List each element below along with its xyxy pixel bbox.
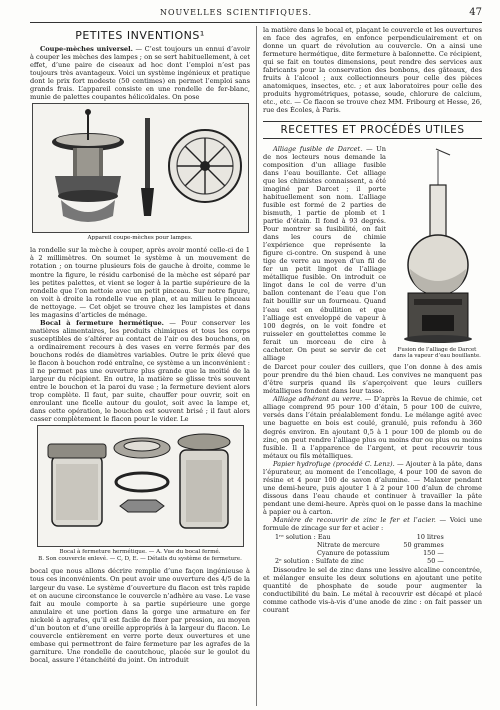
section-title-inventions: PETITES INVENTIONS¹ bbox=[75, 29, 205, 42]
formula-qty: 50 — bbox=[427, 557, 444, 566]
lead-bocal: Bocal à fermeture hermétique. bbox=[40, 318, 164, 327]
text-zinc: — Voici une formule de zincage sur fer et acier : bbox=[263, 516, 482, 533]
coupe-meches-illustration bbox=[33, 104, 248, 232]
paragraph-zinc bbox=[263, 516, 482, 532]
paragraph-zinc-cont: Dissoudre le sel de zinc dans une lessive alcaline concentrée, et mélanger ensuite les deux solutions en ajoutant une petite quantité de phosphate de soude pour augmenter la conductibilité du bain. Le métal à recouvrir est décapé et placé comme cathode vis-à-vis d’une anode de zinc : on fait passer un courant bbox=[263, 566, 482, 615]
darcet-flask-illustration bbox=[392, 145, 482, 345]
formula-qty: 150 — bbox=[423, 549, 444, 558]
zinc-formula-table bbox=[275, 533, 448, 565]
section-header-recettes bbox=[263, 121, 482, 139]
paragraph-bocal-end: la matière dans le bocal et, plaçant le couvercle et les ouvertures en face des agrafes, en enfonce perpendiculairement et on donne un quart de révolution au couvercle. On a ainsi une fermeture hermétique, dite fermeture à baïonnette. Ce récipient, qui se fait en toutes dimensions, peut rendre des services aux fabricants pour la conservation des bonbons, des gâteaux, des fruits à l’alcool ; aux collectionneurs pour celle des pièces anatomiques, insectes, etc. ; et aux laboratoires pour celle des produits hygrométriques, potasse, soude, chlorure de calcium, etc., etc. — Ce flacon se trouve chez MM. Fribourg et Hesse, 26, rue des Écoles, à Paris. bbox=[263, 26, 482, 115]
caption-coupe-meches: Appareil coupe-mèches pour lampes. bbox=[87, 235, 193, 242]
left-column bbox=[30, 26, 250, 664]
formula-row bbox=[275, 549, 448, 557]
figure-coupe-meches bbox=[32, 103, 249, 233]
lead-zinc: Manière de recouvrir de zinc le fer et l’acier. bbox=[273, 516, 436, 525]
column-divider bbox=[256, 26, 257, 706]
formula-label: 1ʳᵉ solution : Eau bbox=[275, 533, 331, 542]
paragraph-alliage-verre bbox=[263, 395, 482, 459]
caption-bocal-line2: B. Son couvercle enlevé. — C, D, E. — Détails du système de fermeture. bbox=[38, 556, 242, 563]
lead-coupe-meches: Coupe-mèches universel. bbox=[40, 45, 133, 54]
header-rule bbox=[30, 22, 482, 23]
paragraph-coupe-meches bbox=[30, 45, 250, 101]
lead-papier: Papier hydrofuge (procédé C. Lenz). bbox=[273, 459, 395, 468]
section-title-recettes: RECETTES ET PROCÉDÉS UTILES bbox=[280, 123, 465, 136]
paragraph-darcet-cont: de Darcet pour couler des cuillers, que l’on donne à des amis pour prendre du thé bien chaud. Les convives ne manquent pas d’être surpris quand ils s’aperçoivent que leurs cuillers métalliques fondent dans leur tasse. bbox=[263, 363, 482, 396]
lead-darcet: Alliage fusible de Darcet. bbox=[273, 144, 363, 153]
formula-label: Cyanure de potassium bbox=[317, 549, 390, 558]
right-column bbox=[263, 26, 482, 614]
page-number: 47 bbox=[469, 7, 482, 18]
figure-darcet bbox=[392, 145, 482, 345]
lead-alliage-verre: Alliage adhérant au verre. bbox=[273, 395, 363, 404]
text-papier: — Ajouter à la pâte, dans l’épurateur, au moment de l’encollage, 4 pour 100 de savon de résine et 4 pour 100 de savon d’alumine. — Malaxer pendant une demi-heure, puis ajouter 1 à 2 pour 100 d’alun de chrome dissous dans l’eau chaude et continuer à travailler la pâte pendant une demi-heure. Après quoi on le passe dans la machine à papier ou à carton. bbox=[263, 459, 482, 516]
running-title: NOUVELLES SCIENTIFIQUES. bbox=[160, 8, 313, 17]
text-bocal: — Pour conserver les matières alimentaires, les produits chimiques et tous les corps susceptibles de s’altérer au contact de l’air ou des bouchons, on a ordinairement recours à des vases en verre fermés par des bouchons rodés de diamètres variables. Outre le prix élevé que le flacon à bouchon rodé entraîne, ce système a un inconvénient : il ne permet pas une ouverture plus grande que la moitié de la largeur du récipient. En outre, la matière se glisse très souvent entre le bouchon et la paroi du vase ; la fermeture devient alors trop complète. Il faut, par suite, chauffer pour ouvrir, soit en enroulant une ficelle autour du goulot, soit avec la lampe et, dans cette opération, le bouchon est souvent brisé ; il faut alors casser complètement le flacon pour le vider. Le bbox=[30, 318, 250, 424]
formula-row bbox=[275, 557, 448, 565]
formula-row bbox=[275, 533, 448, 541]
caption-bocal-line1: Bocal à fermeture hermétique. — A. Vue du bocal fermé. bbox=[59, 549, 221, 556]
formula-label: Nitrate de mercure bbox=[317, 541, 380, 550]
caption-bocal bbox=[30, 549, 250, 563]
formula-qty: 50 grammes bbox=[403, 541, 444, 550]
formula-row bbox=[275, 541, 448, 549]
paragraph-papier bbox=[263, 460, 482, 516]
figure-bocal bbox=[37, 425, 244, 547]
caption-darcet: Fusion de l’alliage de Darcet dans la vapeur d’eau bouillante. bbox=[393, 346, 481, 360]
paragraph-bocal-cont: bocal que nous allons décrire remplie d’une façon ingénieuse à tous ces inconvénients. On peut avoir une ouverture des 4/5 de la largeur du vase. Le système d’ouverture du flacon est très rapide et on aucune circonstance le couvercle n’adhère au vase. Le vase fait au moule comporte à sa partie supérieure une gorge annulaire et une portion dans la gorge une armature en fer nickelé à agrafes, qu’il est facile de fixer par pression, au moyen d’un bouton et d’une oreille appropriés à la largeur du flacon. Le couvercle entièrement en verre porte deux ouvertures et une embase qui permettront de faire fermeture par les agrafes de la garniture. Une rondelle de caoutchouc, placée sur le goulot du bocal, assure l’étanchéité du joint. On introduit bbox=[30, 567, 250, 664]
formula-qty: 10 litres bbox=[416, 533, 444, 542]
formula-label: 2ᵉ solution : Sulfate de zinc bbox=[275, 557, 364, 566]
text-coupe-meches: — C’est toujours un ennui d’avoir à couper les mèches des lampes ; on se sert habituellement, à cet effet, d’une paire de ciseaux ad hoc dont l’emploi n’est pas toujours très avantageux. Voici un système ingénieux et pratique dont le prix fort modeste (50 centimes) en permet l’emploi sans grands frais. L’appareil consiste en une rondelle de fer-blanc, munie de palettes coupantes hélicoïdales. On pose bbox=[30, 45, 250, 102]
page-header bbox=[30, 8, 482, 22]
text-darcet: — Un de nos lecteurs nous demande la composition d’un alliage fusible dans l’eau bouillante. Cet alliage que les chimistes connaissent, a été imaginé par Darcet ; il porte habituellement son nom. L’alliage fusible est formé de 2 parties de bismuth, 1 partie de plomb et 1 partie d’étain. Il fond à 93 degrés. Pour montrer sa fusibilité, on fait dans les cours de chimie l’expérience que représente la figure ci-contre. On suspend à une tige de verre au moyen d’un fil de fer un petit lingot de l’alliage métallique fusible. On introduit ce lingot dans le col de verre d’un ballon contenant de l’eau que l’on fait bouillir sur un fourneau. Quand l’eau est en ébullition et que l’alliage est enveloppé de vapeur à 100 degrés, on le voit fondre et ruisseler en gouttelettes comme le ferait un morceau de cire à cacheter. On peut se servir de cet alliage bbox=[263, 144, 386, 362]
paragraph-coupe-meches-cont: la rondelle sur la mèche à couper, après avoir monté celle-ci de 1 à 2 millimètres. On soumet le système à un mouvement de rotation ; on tourne plusieurs fois de gauche à droite, comme le montre la figure, le résidu carbonisé de la mèche est séparé par les petites palettes, et vient se loger à la partie supérieure de la rondelle que l’on nettoie avec un petit pinceau. Sur notre figure, on voit à droite la rondelle vue en plan, et au milieu le pinceau de nettoyage. — Cet objet se trouve chez les lampistes et dans les magasins d’articles de ménage. bbox=[30, 246, 250, 319]
text-alliage-verre: — D’après la Revue de chimie, cet alliage comprend 95 pour 100 d’étain, 5 pour 100 de cuivre, versés dans l’étain préalablement fondu. Le mélange agité avec une baguette en bois est coulé, granulé, puis refondu à 360 degrés environ. En ajoutant 0,5 à 1 pour 100 de plomb ou de zinc, on peut rendre l’alliage plus ou moins dur ou plus ou moins fusible. Il a l’apparence de l’argent, et peut recouvrir tous métaux ou fils métalliques. bbox=[263, 395, 482, 460]
paragraph-bocal bbox=[30, 319, 250, 424]
bocal-illustration bbox=[38, 426, 243, 546]
